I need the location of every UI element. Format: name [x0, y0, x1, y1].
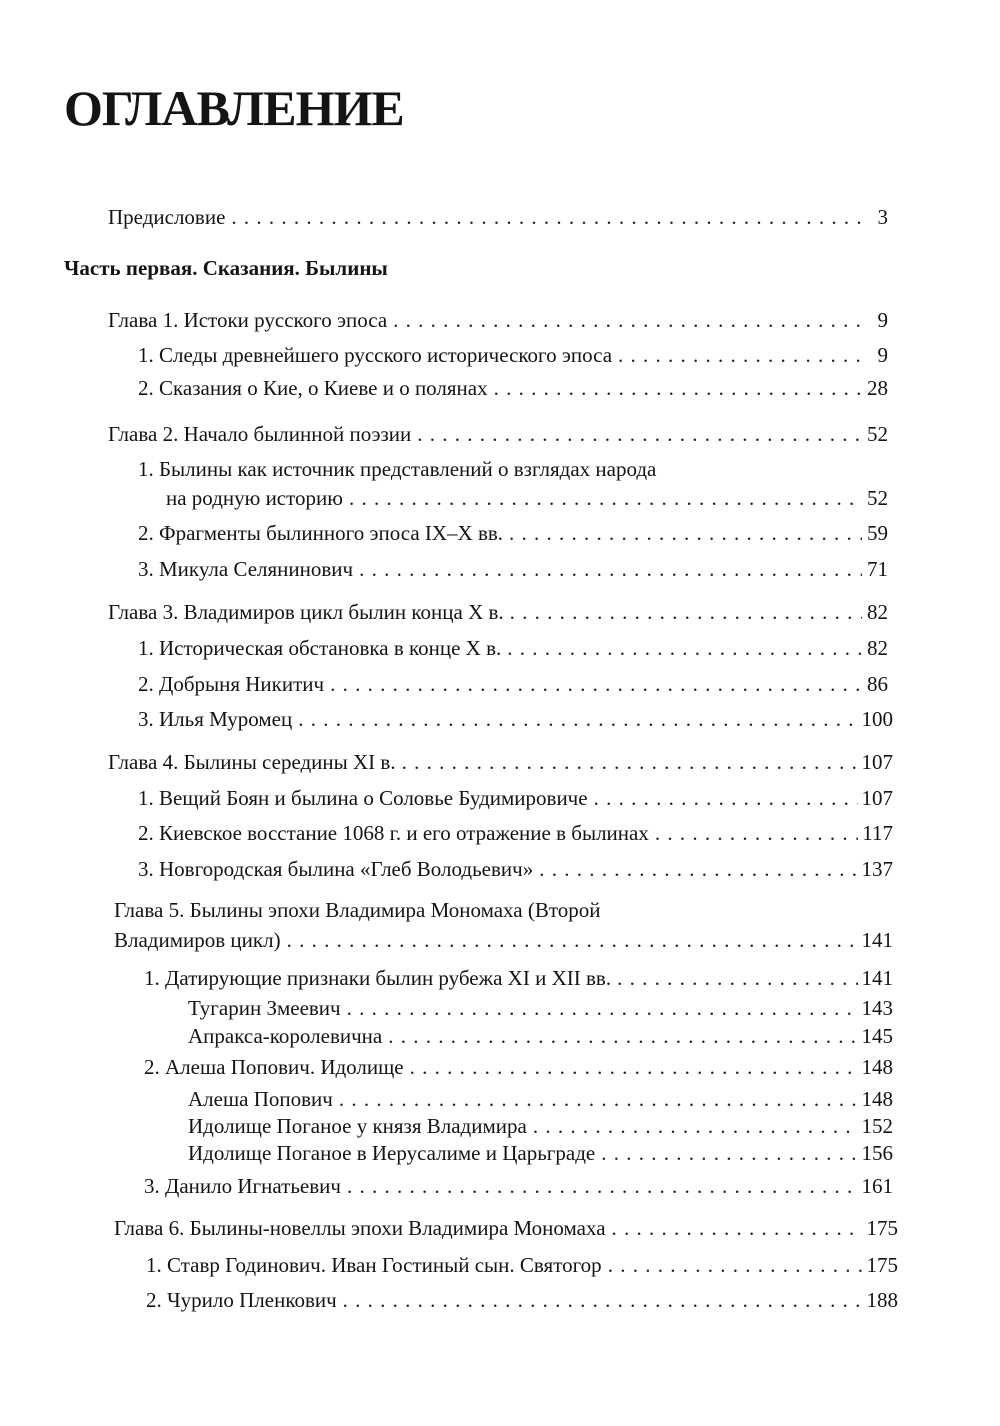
dot-leader: [510, 598, 862, 626]
toc-entry-page: 156: [861, 1141, 893, 1165]
toc-entry-page: 141: [861, 928, 893, 952]
toc-entry-label: 2. Киевское восстание 1068 г. и его отражение в былинах: [138, 821, 649, 845]
toc-entry-page: 3: [877, 205, 888, 229]
toc-entry-label: Глава 1. Истоки русского эпоса: [108, 308, 388, 332]
toc-entry-section[interactable]: [138, 519, 888, 547]
toc-entry-chapter-2[interactable]: [108, 420, 888, 448]
toc-entry-subsection[interactable]: [188, 1139, 893, 1167]
toc-entry-label: 1. Историческая обстановка в конце X в.: [138, 636, 502, 660]
toc-entry-preface[interactable]: [108, 203, 888, 231]
toc-entry-chapter-4[interactable]: [108, 748, 893, 776]
dot-leader: [388, 1022, 857, 1050]
dot-leader: [618, 341, 862, 369]
dot-leader: [339, 1085, 858, 1113]
toc-entry-page: 117: [862, 821, 893, 845]
toc-entry-label: Глава 4. Былины середины XI в.: [108, 750, 396, 774]
toc-entry-page: 141: [861, 966, 893, 990]
toc-entry-label: 2. Сказания о Кие, о Киеве и о полянах: [138, 376, 488, 400]
toc-entry-label: 2. Чурило Пленкович: [146, 1288, 337, 1312]
toc-entry-section[interactable]: [146, 1286, 898, 1314]
toc-entry-page: 82: [867, 636, 888, 660]
dot-leader: [231, 203, 862, 231]
part-heading: Часть первая. Сказания. Былины: [64, 256, 388, 280]
dot-leader: [655, 819, 858, 847]
dot-leader: [533, 1112, 858, 1140]
toc-entry-label: на родную историю: [166, 486, 343, 510]
toc-entry-page: 86: [867, 672, 888, 696]
toc-entry-page: 143: [861, 996, 893, 1020]
toc-entry-chapter-3[interactable]: [108, 598, 888, 626]
toc-entry-label: Глава 3. Владимиров цикл былин конца X в.: [108, 600, 504, 624]
toc-entry-page: 175: [866, 1216, 898, 1240]
toc-entry-label: 3. Илья Муромец: [138, 707, 293, 731]
dot-leader: [612, 1214, 863, 1242]
dot-leader: [287, 926, 858, 954]
toc-entry-page: 145: [861, 1024, 893, 1048]
toc-entry-page: 71: [867, 557, 888, 581]
toc-entry-label: Тугарин Змеевич: [188, 996, 341, 1020]
dot-leader: [417, 420, 862, 448]
toc-entry-page: 107: [861, 750, 893, 774]
toc-entry-label: 3. Новгородская былина «Глеб Володьевич»: [138, 857, 534, 881]
dot-leader: [539, 855, 857, 883]
dot-leader: [347, 1172, 858, 1200]
toc-entry-label: 2. Алеша Попович. Идолище: [144, 1055, 404, 1079]
toc-entry-section[interactable]: [138, 855, 893, 883]
toc-entry-page: 148: [861, 1055, 893, 1079]
dot-leader: [507, 634, 862, 662]
toc-entry-label: 1. Ставр Годинович. Иван Гостиный сын. Святогор: [146, 1253, 602, 1277]
toc-entry-label: Предисловие: [108, 205, 226, 229]
toc-entry-label: 3. Микула Селянинович: [138, 557, 354, 581]
toc-entry-page: 100: [861, 707, 893, 731]
toc-entry-page: 107: [861, 786, 893, 810]
toc-entry-section[interactable]: [138, 819, 893, 847]
dot-leader: [347, 994, 858, 1022]
dot-leader: [393, 306, 862, 334]
toc-entry-section[interactable]: [138, 374, 888, 402]
toc-entry-section[interactable]: [146, 1251, 898, 1279]
toc-entry-page: 9: [877, 308, 888, 332]
toc-entry-chapter-6[interactable]: [114, 1214, 898, 1242]
toc-entry-chapter-5-line1[interactable]: Глава 5. Былины эпохи Владимира Мономаха (Второй: [114, 898, 601, 922]
toc-entry-section-line1[interactable]: 1. Былины как источник представлений о взглядах народа: [138, 457, 657, 481]
toc-entry-chapter-1[interactable]: [108, 306, 888, 334]
toc-entry-page: 175: [866, 1253, 898, 1277]
toc-entry-label: 1. Датирующие признаки былин рубежа XI и XII вв.: [144, 966, 612, 990]
toc-entry-section[interactable]: [144, 1053, 893, 1081]
dot-leader: [608, 1251, 863, 1279]
toc-entry-label: 1. Вещий Боян и былина о Соловье Будимировиче: [138, 786, 588, 810]
dot-leader: [594, 784, 858, 812]
toc-entry-page: 137: [861, 857, 893, 881]
dot-leader: [601, 1139, 857, 1167]
toc-entry-subsection[interactable]: [188, 994, 893, 1022]
toc-entry-chapter-5[interactable]: [114, 926, 893, 954]
toc-entry-page: 52: [867, 486, 888, 510]
toc-entry-section[interactable]: [138, 705, 893, 733]
dot-leader: [349, 484, 862, 512]
toc-entry-page: 152: [861, 1114, 893, 1138]
dot-leader: [410, 1053, 858, 1081]
page-title: ОГЛАВЛЕНИЕ: [64, 80, 404, 136]
toc-entry-section[interactable]: [144, 964, 893, 992]
dot-leader: [402, 748, 858, 776]
toc-entry-page: 59: [867, 521, 888, 545]
toc-entry-label: Глава 2. Начало былинной поэзии: [108, 422, 412, 446]
toc-entry-section[interactable]: [138, 670, 888, 698]
dot-leader: [298, 705, 857, 733]
dot-leader: [343, 1286, 863, 1314]
toc-entry-label: 2. Фрагменты былинного эпоса IX–X вв.: [138, 521, 504, 545]
dot-leader: [330, 670, 862, 698]
toc-entry-label: Владимиров цикл): [114, 928, 281, 952]
dot-leader: [494, 374, 862, 402]
toc-entry-page: 148: [861, 1087, 893, 1111]
toc-entry-section[interactable]: [138, 341, 888, 369]
toc-entry-section[interactable]: [166, 484, 888, 512]
toc-entry-page: 82: [867, 600, 888, 624]
dot-leader: [617, 964, 857, 992]
toc-entry-label: 1. Следы древнейшего русского исторического эпоса: [138, 343, 613, 367]
toc-entry-label: Алеша Попович: [188, 1087, 333, 1111]
toc-entry-page: 9: [877, 343, 888, 367]
toc-entry-subsection[interactable]: [188, 1112, 893, 1140]
toc-entry-section[interactable]: [144, 1172, 893, 1200]
toc-entry-label: Идолище Поганое в Иерусалиме и Царьграде: [188, 1141, 596, 1165]
toc-entry-section[interactable]: [138, 555, 888, 583]
toc-entry-page: 188: [866, 1288, 898, 1312]
toc-entry-page: 52: [867, 422, 888, 446]
toc-entry-section[interactable]: [138, 784, 893, 812]
toc-entry-label: 3. Данило Игнатьевич: [144, 1174, 341, 1198]
toc-entry-label: Глава 6. Былины-новеллы эпохи Владимира Мономаха: [114, 1216, 606, 1240]
toc-entry-page: 28: [867, 376, 888, 400]
toc-entry-label: Идолище Поганое у князя Владимира: [188, 1114, 527, 1138]
dot-leader: [359, 555, 862, 583]
dot-leader: [509, 519, 862, 547]
toc-entry-subsection[interactable]: [188, 1022, 893, 1050]
toc-entry-page: 161: [861, 1174, 893, 1198]
toc-entry-subsection[interactable]: [188, 1085, 893, 1113]
toc-entry-section[interactable]: [138, 634, 888, 662]
toc-entry-label: Апракса-королевична: [188, 1024, 383, 1048]
toc-entry-label: 2. Добрыня Никитич: [138, 672, 325, 696]
